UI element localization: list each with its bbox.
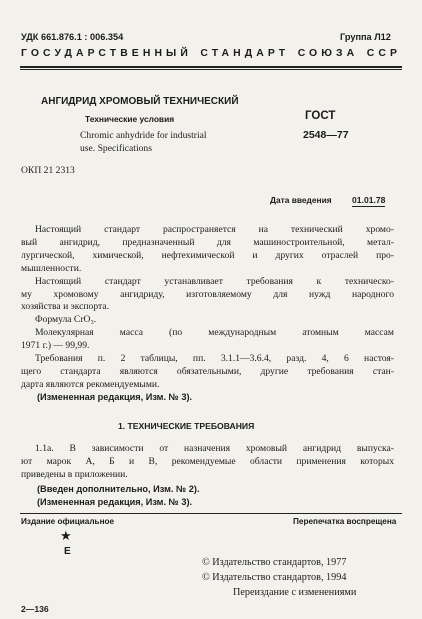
header-rule-top — [20, 66, 402, 68]
authority-title: ГОСУДАРСТВЕННЫЙ СТАНДАРТ СОЮЗА ССР — [21, 48, 401, 59]
english-title-line2: use. Specifications — [80, 143, 152, 154]
text-line: дарта являются рекомендуемыми. — [21, 378, 160, 390]
page-code: 2—136 — [21, 604, 49, 614]
paragraph-grades — [21, 443, 394, 482]
text-line: лургической, химической, нефтехимической и других отраслей про- — [21, 249, 394, 261]
group-code: Группа Л12 — [340, 32, 391, 42]
text-line: му хромовому ангидриду, изготовляемому для нужд народного — [21, 288, 394, 300]
formula-line: Формула CrO₃. — [35, 314, 97, 326]
paragraph-scope — [21, 224, 394, 392]
text-line: щего стандарта являются обязательными, другие требования стан- — [21, 365, 394, 377]
text-line: хозяйства и экспорта. — [21, 301, 109, 313]
text-line: приведены в приложении. — [21, 468, 128, 480]
footer-rule — [20, 513, 402, 514]
text-line: Требования п. 2 таблицы, пп. 3.1.1—3.6.4, разд. 4, 6 настоя- — [35, 353, 394, 365]
text-line: 1.1а. В зависимости от назначения хромовый ангидрид выпуска- — [35, 443, 394, 454]
udc-code: УДК 661.876.1 : 006.354 — [21, 32, 124, 42]
text-line: Молекулярная масса (по международным атомным массам — [35, 327, 394, 339]
text-line: вый ангидрид, предназначенный для машиностроительной, метал- — [21, 236, 394, 248]
star-icon: ★ — [60, 528, 72, 543]
text-line: мышленности. — [21, 262, 82, 274]
amendment-note: (Измененная редакция, Изм. № 3). — [37, 497, 193, 507]
english-title-line1: Chromic anhydride for industrial — [80, 130, 207, 141]
text-line: Настоящий стандарт устанавливает требования к техническо- — [35, 275, 394, 287]
copyright-1977: © Издательство стандартов, 1977 — [202, 557, 347, 568]
document-title: АНГИДРИД ХРОМОВЫЙ ТЕХНИЧЕСКИЙ — [41, 96, 239, 107]
amendment-note: (Измененная редакция, Изм. № 3). — [37, 392, 193, 402]
reprint-prohibited-label: Перепечатка воспрещена — [293, 517, 397, 526]
official-edition-label: Издание официальное — [21, 517, 115, 526]
section-heading: 1. ТЕХНИЧЕСКИЕ ТРЕБОВАНИЯ — [118, 421, 255, 431]
intro-date-label: Дата введения — [270, 195, 332, 205]
reissue-note: Переиздание с изменениями — [233, 587, 357, 598]
gost-label: ГОСТ — [305, 110, 336, 122]
text-line: 1971 г.) — 99,99. — [21, 340, 90, 352]
amendment-note: (Введен дополнительно, Изм. № 2). — [37, 484, 200, 494]
text-line: ют марок А, Б и В, рекомендуемые области применения которых — [21, 455, 394, 467]
document-subtitle: Технические условия — [85, 114, 175, 124]
okp-code: ОКП 21 2313 — [21, 165, 75, 176]
text-line: Настоящий стандарт распространяется на технический хромо- — [35, 224, 394, 235]
header-rule-bottom — [20, 69, 402, 70]
edition-letter: Е — [64, 546, 71, 557]
copyright-1994: © Издательство стандартов, 1994 — [202, 572, 347, 583]
intro-date-value: 01.01.78 — [352, 195, 386, 205]
gost-number: 2548—77 — [303, 129, 349, 141]
